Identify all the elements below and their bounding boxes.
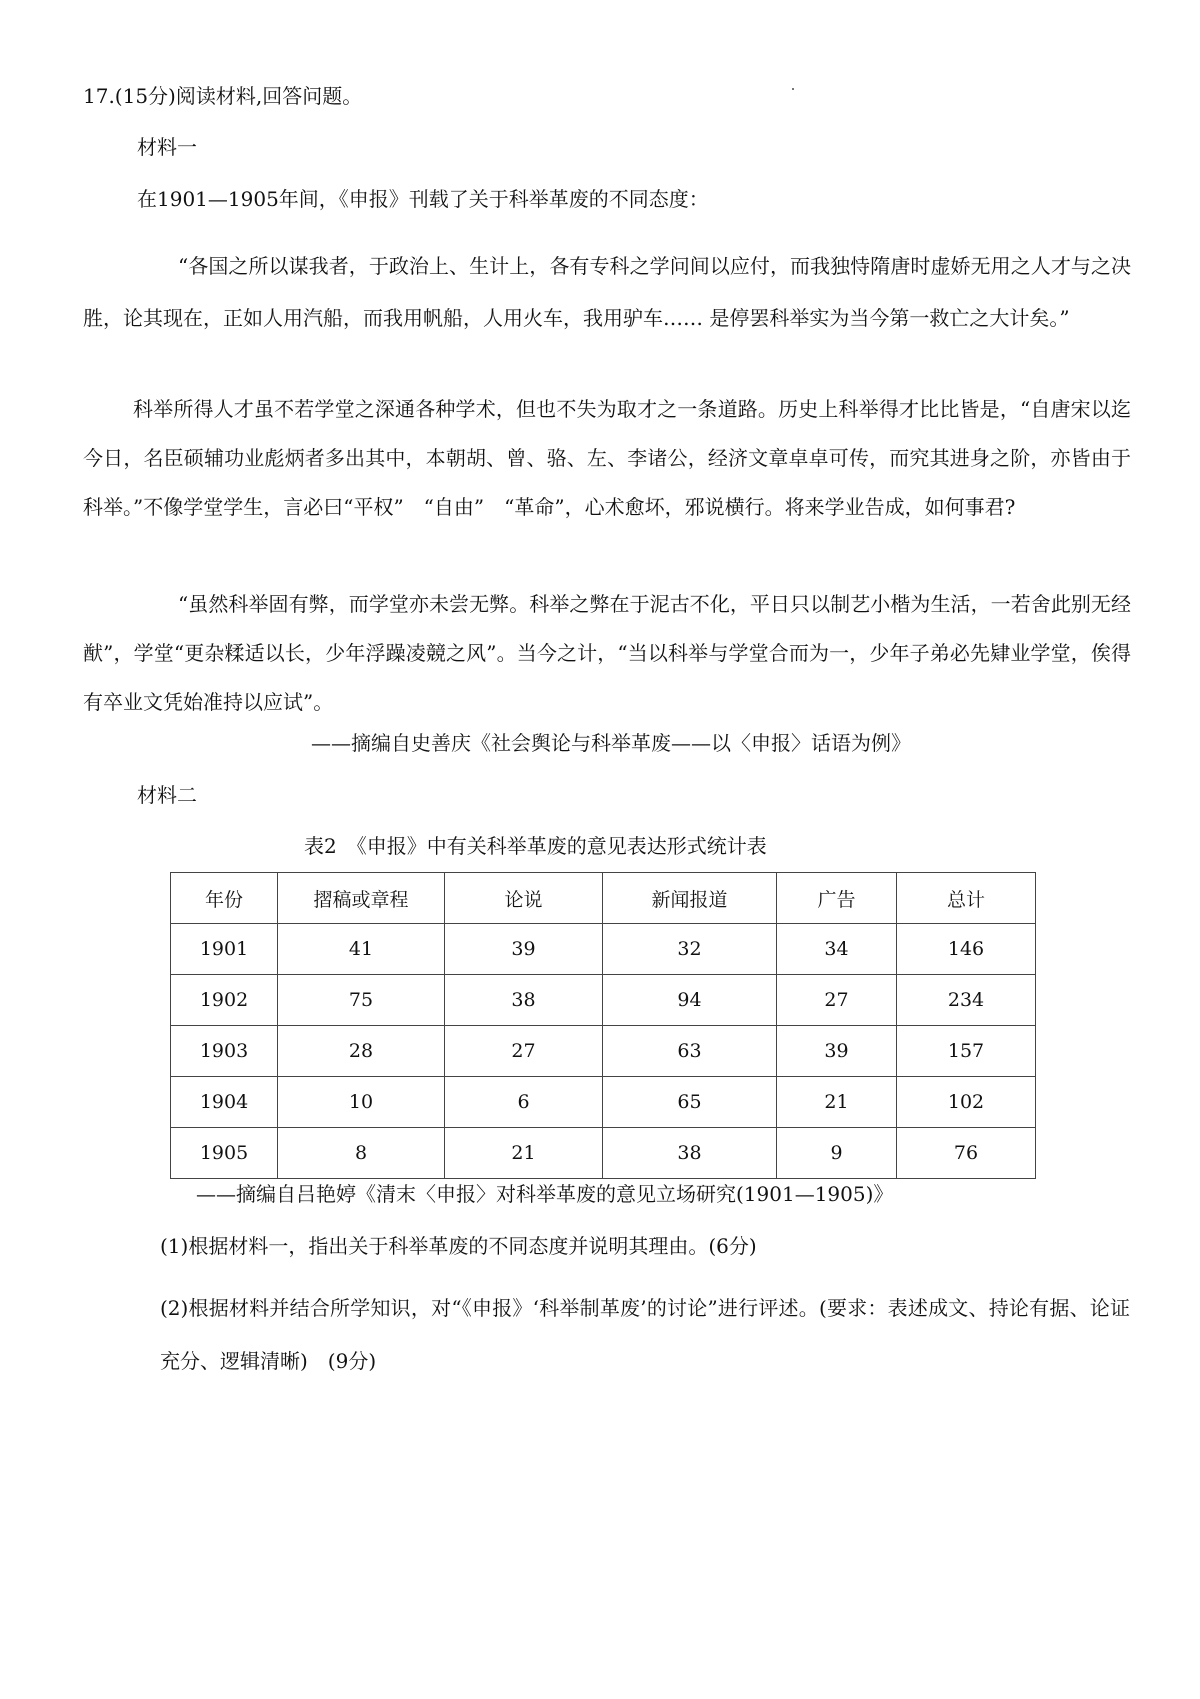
- table-cell: 234: [897, 975, 1036, 1026]
- table-cell: 1903: [171, 1026, 278, 1077]
- table-cell: 21: [445, 1128, 603, 1179]
- material1-label: 材料一: [137, 135, 197, 159]
- table-cell: 27: [445, 1026, 603, 1077]
- table-cell: 157: [897, 1026, 1036, 1077]
- table-title: 表2 《申报》中有关科举革废的意见表达形式统计表: [304, 834, 767, 858]
- table-cell: 146: [897, 924, 1036, 975]
- material1-paragraph-3: “虽然科举固有弊，而学堂亦未尝无弊。科举之弊在于泥古不化，平日只以制艺小楷为生活，一若舍此别无经猷”，学堂“更杂糅适以长，少年浮躁凌競之风”。当今之计，“当以科举与学堂合而为一，少年子弟必先肄业学堂，俟得有卒业文凭始准持以应试”。: [83, 592, 1131, 714]
- table-header-cell: 年份: [171, 873, 278, 924]
- table-cell: 1905: [171, 1128, 278, 1179]
- table-cell: 63: [603, 1026, 777, 1077]
- table-header-cell: 新闻报道: [603, 873, 777, 924]
- table-cell: 6: [445, 1077, 603, 1128]
- table-header-cell: 广告: [777, 873, 897, 924]
- table-cell: 75: [278, 975, 445, 1026]
- table-row: [171, 924, 1036, 975]
- table-row: [171, 1128, 1036, 1179]
- table-cell: 102: [897, 1077, 1036, 1128]
- table-cell: 34: [777, 924, 897, 975]
- table-cell: 39: [777, 1026, 897, 1077]
- table-header-row: [171, 873, 1036, 924]
- table-cell: 1904: [171, 1077, 278, 1128]
- table-cell: 38: [603, 1128, 777, 1179]
- table-cell: 41: [278, 924, 445, 975]
- material1-source: ——摘编自史善庆《社会舆论与科举革废——以〈申报〉话语为例》: [311, 731, 911, 755]
- table-cell: 28: [278, 1026, 445, 1077]
- table-cell: 65: [603, 1077, 777, 1128]
- table-header-cell: 摺稿或章程: [278, 873, 445, 924]
- material1-paragraph-2: 科举所得人才虽不若学堂之深通各种学术，但也不失为取才之一条道路。历史上科举得才比比皆是，“自唐宋以迄今日，名臣硕辅功业彪炳者多出其中，本朝胡、曾、骆、左、李诸公，经济文章卓卓可传，而究其进身之阶，亦皆由于科举。”不像学堂学生，言必曰“平权” “自由” “革命”，心术愈坏，邪说横行。将来学业告成，如何事君?: [83, 397, 1131, 519]
- table-cell: 9: [777, 1128, 897, 1179]
- question-2: (2)根据材料并结合所学知识，对“《申报》‘科举制革废’的讨论”进行评述。(要求：表述成文、持论有据、论证充分、逻辑清晰) (9分): [160, 1296, 1130, 1373]
- material2-label: 材料二: [137, 783, 197, 807]
- table-cell: 1901: [171, 924, 278, 975]
- question-1: (1)根据材料一，指出关于科举革废的不同态度并说明其理由。(6分): [160, 1234, 757, 1258]
- table-cell: 38: [445, 975, 603, 1026]
- scan-dot: [792, 88, 794, 90]
- material1-paragraph-1: “各国之所以谋我者，于政治上、生计上，各有专科之学问间以应付，而我独恃隋唐时虚娇无用之人才与之决胜，论其现在，正如人用汽船，而我用帆船，人用火车，我用驴车…… 是停罢科举实为当今第一救亡之大计矣。”: [83, 254, 1131, 330]
- table-header-cell: 总计: [897, 873, 1036, 924]
- statistics-table: [170, 872, 1036, 1179]
- table-row: [171, 1026, 1036, 1077]
- table-header-cell: 论说: [445, 873, 603, 924]
- table-row: [171, 975, 1036, 1026]
- table-cell: 39: [445, 924, 603, 975]
- material2-source: ——摘编自吕艳婷《清末〈申报〉对科举革废的意见立场研究(1901—1905)》: [196, 1182, 894, 1206]
- table-cell: 32: [603, 924, 777, 975]
- table-row: [171, 1077, 1036, 1128]
- table-cell: 21: [777, 1077, 897, 1128]
- table-cell: 8: [278, 1128, 445, 1179]
- question-header: 17.(15分)阅读材料,回答问题。: [83, 84, 363, 108]
- table-cell: 10: [278, 1077, 445, 1128]
- material1-intro: 在1901—1905年间，《申报》刊载了关于科举革废的不同态度：: [137, 187, 709, 211]
- table-cell: 27: [777, 975, 897, 1026]
- table-cell: 1902: [171, 975, 278, 1026]
- table-cell: 94: [603, 975, 777, 1026]
- table-cell: 76: [897, 1128, 1036, 1179]
